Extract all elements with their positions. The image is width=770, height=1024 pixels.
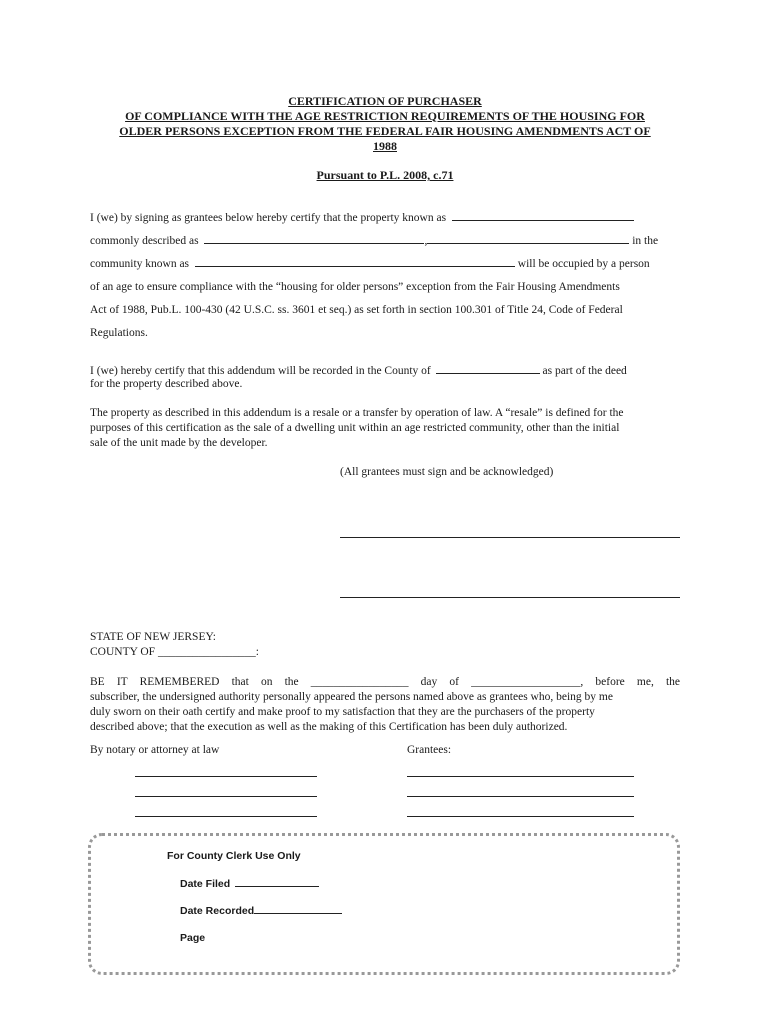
property-known-as-field[interactable] — [452, 209, 634, 221]
para2-text: I (we) hereby certify that this addendum will be recorded in the County of — [90, 365, 431, 377]
para1-line3 — [90, 253, 650, 276]
date-recorded-label: Date Recorded — [180, 905, 255, 917]
grantees-signature-line-3[interactable] — [407, 816, 634, 817]
document-title-line-3: OLDER PERSONS EXCEPTION FROM THE FEDERAL FAIR HOUSING AMENDMENTS ACT OF — [119, 124, 651, 138]
described-as-field-1[interactable] — [204, 232, 424, 244]
notary-label: By notary or attorney at law — [90, 744, 220, 756]
document-title-line-4: 1988 — [373, 139, 397, 153]
notary-signature-line-3[interactable] — [135, 816, 317, 817]
para4-line4: described above; that the execution as well as the making of this Certification has been duly authorized. — [90, 721, 568, 733]
para2-line2: for the property described above. — [90, 378, 243, 390]
para1-line5: Act of 1988, Pub.L. 100-430 (42 U.S.C. ss. 3601 et seq.) as set forth in section 100.301 of Title 24, Code of Federal — [90, 304, 623, 316]
grantee-signature-line-2[interactable] — [340, 597, 680, 598]
para1-line2 — [90, 230, 658, 253]
para4-line1: BE IT REMEMBERED that on the _________________ day of ___________________, before me, the — [90, 676, 680, 688]
para4-line3: duly sworn on their oath certify and make proof to my satisfaction that they are the purchasers of the property — [90, 706, 595, 718]
para1-text: community known as — [90, 258, 190, 270]
notary-signature-line-2[interactable] — [135, 796, 317, 797]
date-filed-field[interactable] — [235, 877, 319, 887]
date-filed-label: Date Filed — [180, 878, 231, 890]
described-as-field-2[interactable] — [427, 232, 629, 244]
para1-text: will be occupied by a person — [517, 258, 650, 270]
document-title-line-2: OF COMPLIANCE WITH THE AGE RESTRICTION REQUIREMENTS OF THE HOUSING FOR — [125, 109, 645, 123]
community-known-as-field[interactable] — [195, 255, 515, 267]
para1-comma: , — [424, 235, 428, 247]
para1-text: commonly described as — [90, 235, 199, 247]
document-subtitle: Pursuant to P.L. 2008, c.71 — [316, 168, 454, 182]
para1-line4: of an age to ensure compliance with the “housing for older persons” exception from the Fair Housing Amendments — [90, 281, 620, 293]
grantees-signature-line-2[interactable] — [407, 796, 634, 797]
date-recorded-field[interactable] — [254, 904, 342, 914]
para3-line3: sale of the unit made by the developer. — [90, 437, 268, 449]
clerk-box-title: For County Clerk Use Only — [167, 850, 301, 862]
document-title-line-1: CERTIFICATION OF PURCHASER — [288, 94, 482, 108]
grantees-label: Grantees: — [407, 744, 452, 756]
date-filed-row — [180, 877, 319, 890]
para1-text: in the — [632, 235, 659, 247]
county-recorded-field[interactable] — [436, 362, 540, 374]
para3-line1: The property as described in this addendum is a resale or a transfer by operation of law. A “resale” is defined for the — [90, 407, 624, 419]
page-label: Page — [180, 932, 206, 944]
para3-line2: purposes of this certification as the sale of a dwelling unit within an age restricted community, other than the initial — [90, 422, 620, 434]
para1-text: I (we) by signing as grantees below hereby certify that the property known as — [90, 212, 447, 224]
para4-line2: subscriber, the undersigned authority personally appeared the persons named above as grantees who, being by me — [90, 691, 613, 703]
grantee-note: (All grantees must sign and be acknowledged) — [340, 466, 554, 478]
notary-signature-line-1[interactable] — [135, 776, 317, 777]
state-label: STATE OF NEW JERSEY: — [90, 631, 216, 643]
date-recorded-row — [180, 904, 342, 917]
county-label: COUNTY OF _________________: — [90, 646, 259, 658]
para2-text: as part of the deed — [542, 365, 627, 377]
para1-line1 — [90, 207, 634, 230]
grantee-signature-line-1[interactable] — [340, 537, 680, 538]
grantees-signature-line-1[interactable] — [407, 776, 634, 777]
para1-line6: Regulations. — [90, 327, 148, 339]
